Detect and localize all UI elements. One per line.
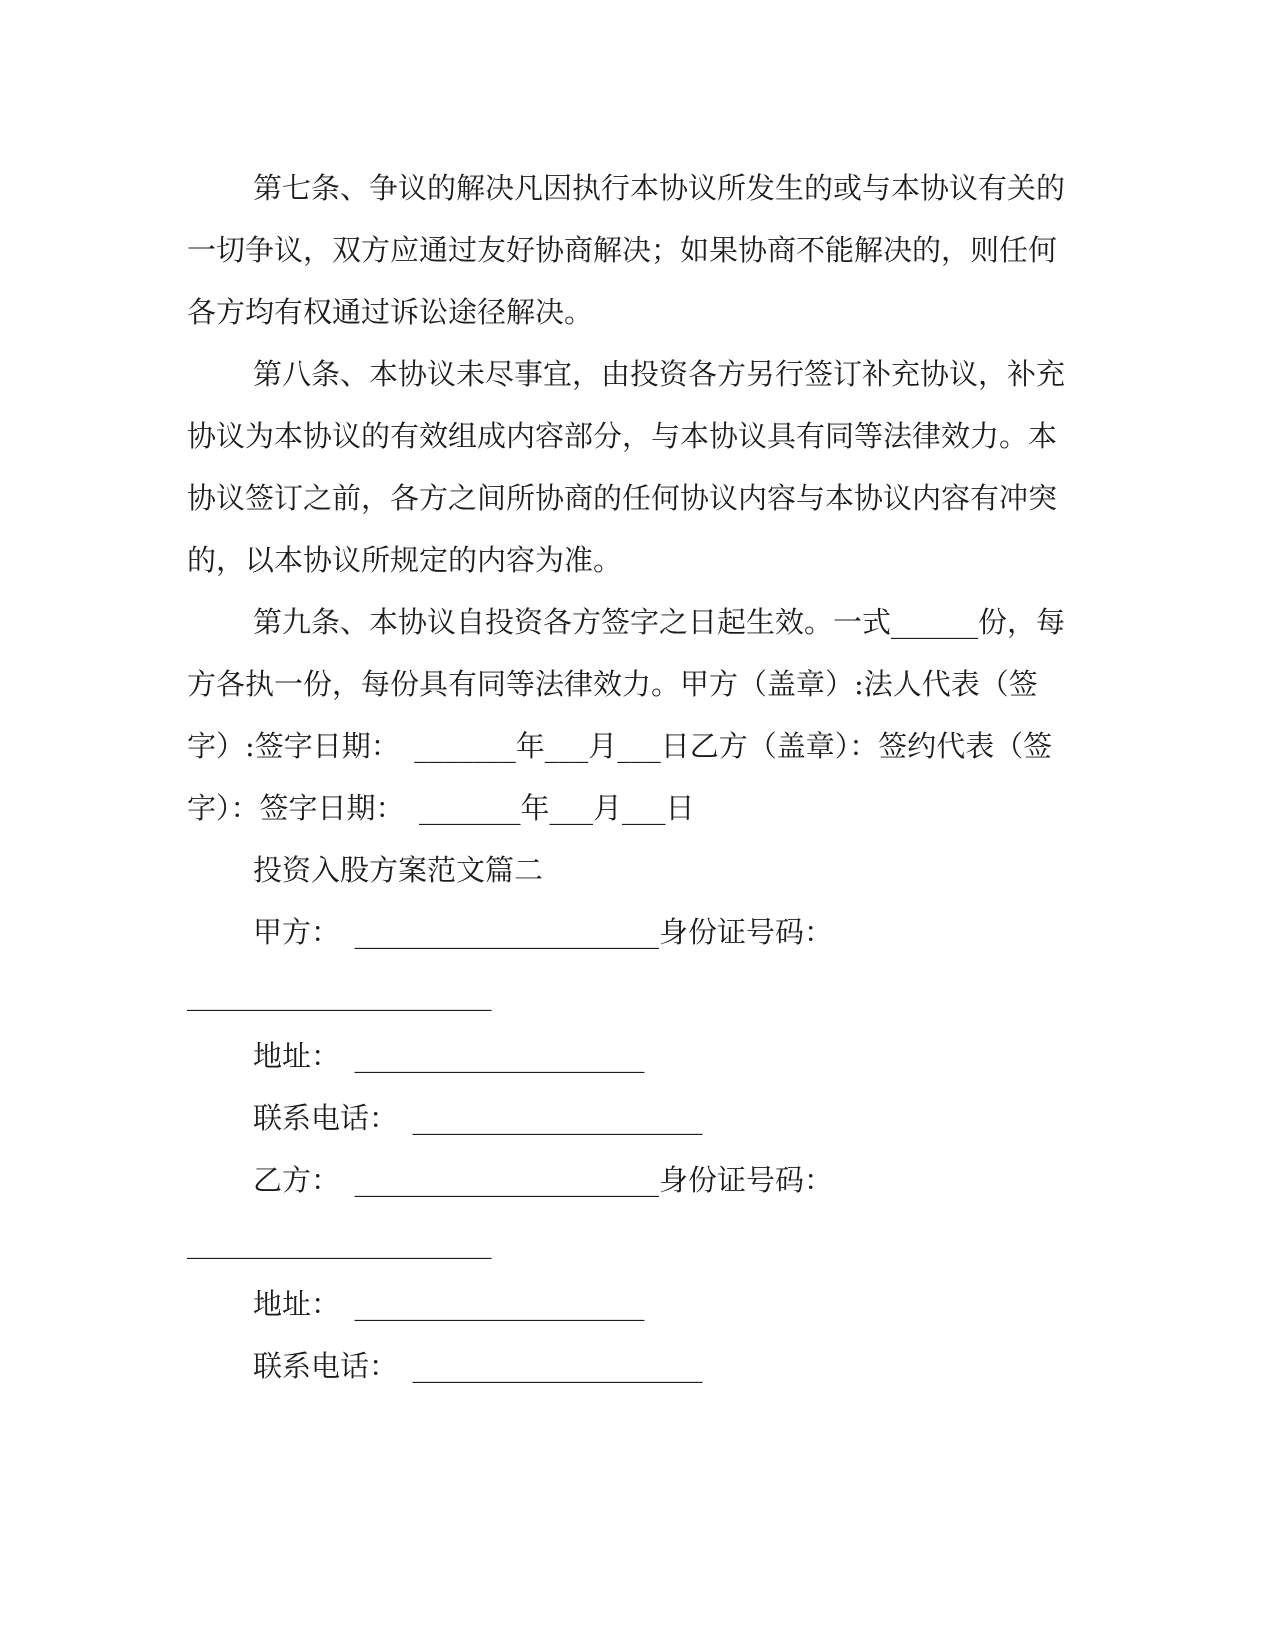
party-b-name-id-line: 乙方： _____________________身份证号码：_____________________ <box>187 1163 834 1259</box>
paragraph-clause-nine: 第九条、本协议自投资各方签字之日起生效。一式______份，每方各执一份，每份具有同等法律效力。甲方（盖章）:法人代表（签字）:签字日期： _______年___月___日乙方（盖章）：签约代表（签字）：签字日期： _______年___月___日 <box>187 605 1066 825</box>
document-body <box>187 157 1077 1397</box>
paragraph-clause-seven: 第七条、争议的解决凡因执行本协议所发生的或与本协议有关的一切争议，双方应通过友好协商解决；如果协商不能解决的，则任何各方均有权通过诉讼途径解决。 <box>187 171 1066 329</box>
party-a-phone-line: 联系电话： ____________________ <box>253 1101 703 1135</box>
section-title: 投资入股方案范文篇二 <box>253 853 544 887</box>
party-b-address-line: 地址： ____________________ <box>253 1287 645 1321</box>
paragraph-clause-eight: 第八条、本协议未尽事宜，由投资各方另行签订补充协议，补充协议为本协议的有效组成内容部分，与本协议具有同等法律效力。本协议签订之前，各方之间所协商的任何协议内容与本协议内容有冲突的，以本协议所规定的内容为准。 <box>187 357 1066 577</box>
party-b-phone-line: 联系电话： ____________________ <box>253 1349 703 1383</box>
party-a-address-line: 地址： ____________________ <box>253 1039 645 1073</box>
party-a-name-id-line: 甲方： _____________________身份证号码：_____________________ <box>187 915 834 1011</box>
